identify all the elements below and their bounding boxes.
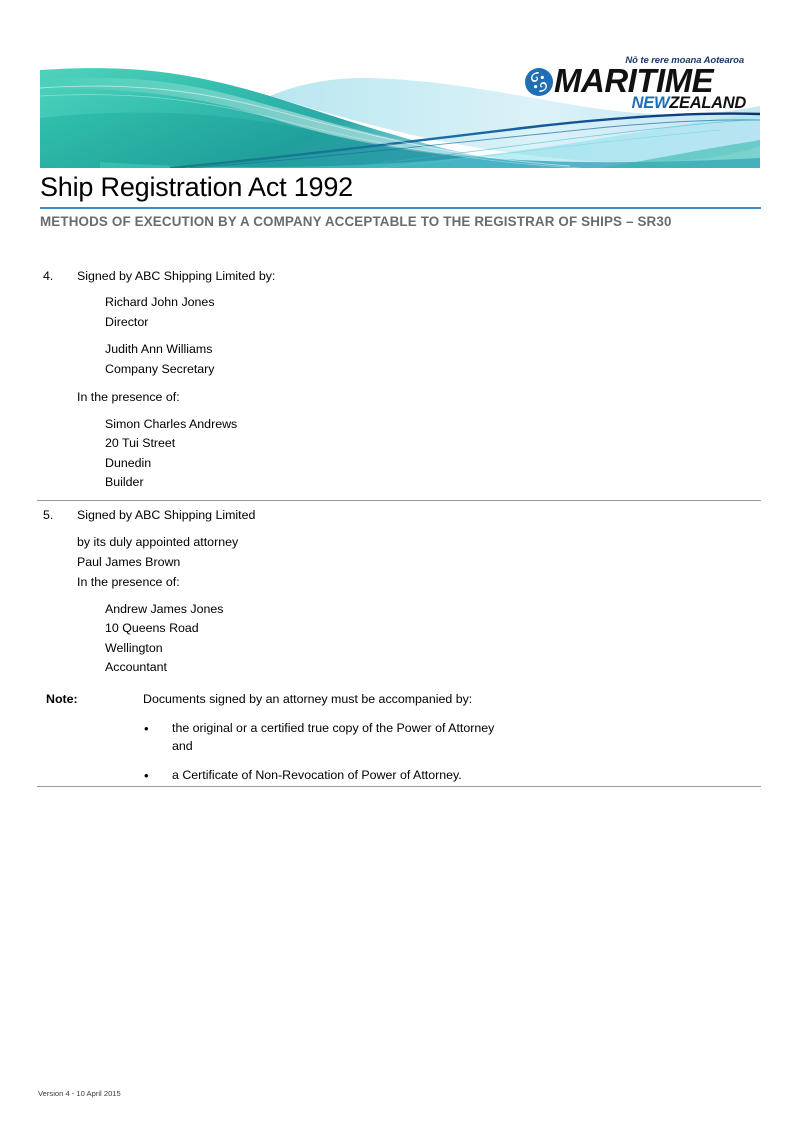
logo-wordmark: MARITIME: [554, 62, 714, 99]
section-4-signatory-1-name: Richard John Jones: [105, 295, 215, 309]
note-label: Note:: [46, 692, 78, 706]
section-5-witness-line-4: Accountant: [105, 660, 167, 674]
section-5-heading: Signed by ABC Shipping Limited: [77, 508, 256, 522]
section-4-signatory-2-name: Judith Ann Williams: [105, 342, 213, 356]
section-5-number: 5.: [43, 508, 54, 522]
section-5-witness-line-2: 10 Queens Road: [105, 621, 199, 635]
section-4-signatory-1-role: Director: [105, 315, 149, 329]
maritime-nz-logo: [522, 55, 752, 113]
section-5-witness-label: In the presence of:: [77, 575, 180, 589]
section-5-attorney-line-2: Paul James Brown: [77, 555, 181, 569]
section-4-number: 4.: [43, 269, 54, 283]
note-bullet-1-line-1: the original or a certified true copy of the Power of Attorney: [172, 721, 495, 735]
section-divider-rule-2: [37, 786, 761, 787]
logo-new-text: NEW: [631, 94, 670, 112]
section-5-attorney-line-1: by its duly appointed attorney: [77, 535, 239, 549]
section-5-witness-line-3: Wellington: [105, 641, 163, 655]
section-divider-rule-1: [37, 500, 761, 501]
note-bullet-1-marker: •: [144, 721, 149, 736]
title-underline-rule: [40, 207, 761, 209]
section-5-witness-line-1: Andrew James Jones: [105, 602, 224, 616]
section-4-heading: Signed by ABC Shipping Limited by:: [77, 269, 276, 283]
page-title: Ship Registration Act 1992: [40, 172, 353, 202]
note-bullet-1-line-2: and: [172, 739, 193, 753]
section-4-witness-label: In the presence of:: [77, 390, 180, 404]
section-4-witness-line-4: Builder: [105, 475, 144, 489]
note-text: Documents signed by an attorney must be accompanied by:: [143, 692, 473, 706]
section-4-signatory-2-role: Company Secretary: [105, 362, 215, 376]
note-bullet-2-marker: •: [144, 768, 149, 783]
logo-subwordmark: [632, 95, 746, 112]
note-bullet-2-line-1: a Certificate of Non-Revocation of Power of Attorney.: [172, 768, 462, 782]
koru-circle-icon: [524, 67, 554, 97]
section-4-witness-line-3: Dunedin: [105, 456, 152, 470]
logo-tagline: Nō te rere moana Aotearoa: [625, 55, 744, 66]
footer-version: Version 4 - 10 April 2015: [38, 1089, 121, 1098]
logo-zealand-text: ZEALAND: [669, 94, 746, 112]
page-subtitle: METHODS OF EXECUTION BY A COMPANY ACCEPTABLE TO THE REGISTRAR OF SHIPS – SR30: [40, 214, 672, 229]
section-4-witness-line-2: 20 Tui Street: [105, 436, 176, 450]
section-4-witness-line-1: Simon Charles Andrews: [105, 417, 238, 431]
